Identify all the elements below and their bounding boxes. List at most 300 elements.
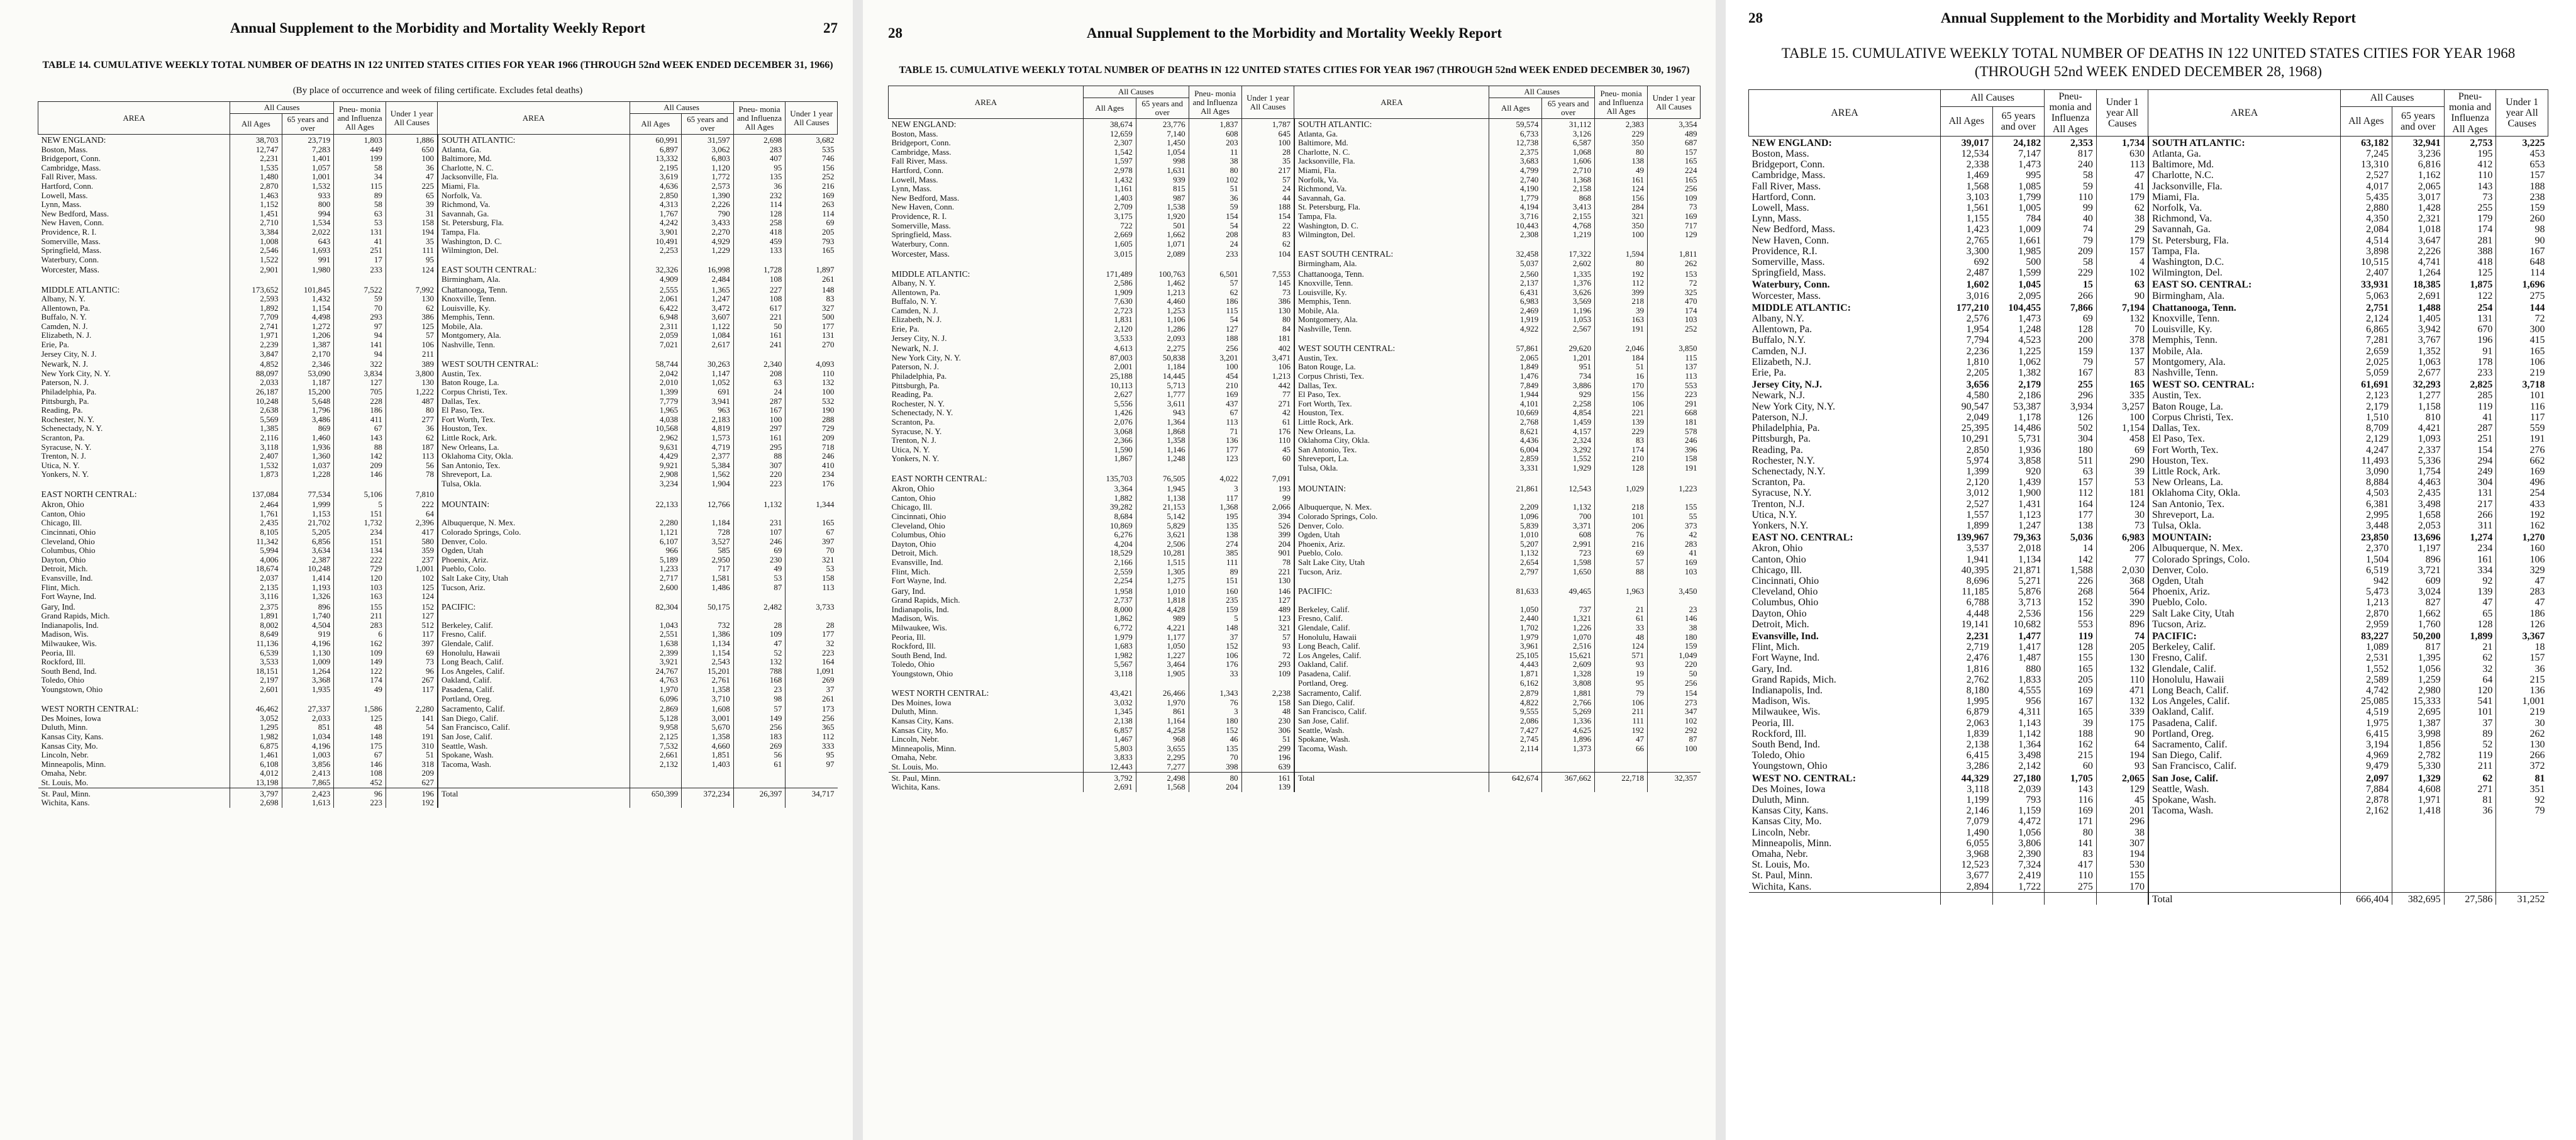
- pneumonia-influenza-value: 148: [1189, 623, 1241, 633]
- all-ages-value: 2,638: [230, 406, 282, 415]
- all-ages-value: 6,857: [1083, 726, 1136, 735]
- all-ages-value: 2,559: [1083, 567, 1136, 577]
- area-name: Dayton, Ohio: [891, 539, 936, 549]
- table-row: [1749, 367, 2548, 378]
- pneumonia-influenza-value: 100: [733, 415, 786, 425]
- under-1-year-value: 79: [2496, 805, 2548, 816]
- pneumonia-influenza-value: 53: [334, 218, 386, 228]
- area-name: Portland, Oreg.: [2148, 729, 2340, 739]
- all-ages-value: 9,631: [630, 443, 682, 452]
- table-row: [889, 744, 1701, 754]
- table-row: [1749, 554, 2548, 565]
- under-1-year-value: 123: [1241, 614, 1294, 623]
- table-row: [889, 130, 1701, 139]
- under-1-year-value: 110: [2096, 674, 2148, 685]
- region-pneumonia-influenza-value: 4,022: [1189, 473, 1241, 484]
- table-row: [38, 275, 838, 284]
- table-row: [1749, 192, 2548, 203]
- pneumonia-influenza-value: 541: [2444, 696, 2496, 707]
- table-row: [38, 546, 838, 556]
- total-pneumonia-influenza-value: 22,718: [1595, 772, 1648, 783]
- 65-and-over-value: 1,534: [282, 218, 334, 228]
- under-1-year-value: 433: [2496, 499, 2548, 510]
- all-ages-value: 1,590: [1083, 445, 1136, 455]
- all-ages-value: 3,833: [1083, 753, 1136, 763]
- all-ages-value: 966: [630, 546, 682, 556]
- all-ages-value: 2,138: [1941, 739, 1993, 750]
- pneumonia-influenza-value: 177: [2045, 510, 2097, 520]
- all-ages-value: 2,740: [1489, 176, 1542, 185]
- all-ages-value: 3,921: [630, 657, 682, 667]
- all-ages-value: 8,180: [1941, 685, 1993, 696]
- all-ages-value: [2340, 827, 2392, 838]
- 65-and-over-value: 3,527: [682, 537, 734, 547]
- area-name: St. Paul, Minn.: [1752, 870, 1813, 881]
- under-1-year-value: 165: [1648, 157, 1701, 166]
- pneumonia-influenza-value: 705: [334, 388, 386, 397]
- all-ages-value: 6,108: [230, 760, 282, 769]
- under-1-year-value: 291: [1648, 400, 1701, 409]
- 65-and-over-value: 3,433: [682, 218, 734, 228]
- under-1-year-value: 729: [786, 424, 838, 433]
- 65-and-over-value: 943: [1136, 408, 1189, 418]
- area-name: El Paso, Tex.: [1294, 390, 1489, 400]
- 65-and-over-value: 1,401: [282, 154, 334, 164]
- area-name: South Bend, Ind.: [1752, 739, 1820, 750]
- column-header-all-causes: All Causes: [1083, 86, 1189, 98]
- pneumonia-influenza-value: 146: [334, 470, 386, 479]
- pneumonia-influenza-value: 111: [1189, 558, 1241, 567]
- table-row: [38, 470, 838, 479]
- table-row: [889, 623, 1701, 633]
- all-ages-value: 6,381: [2340, 499, 2392, 510]
- table-row: [1749, 246, 2548, 257]
- table-row: [889, 279, 1701, 288]
- 65-and-over-value: 3,292: [1542, 445, 1595, 455]
- area-name: Jacksonville, Fla.: [1294, 157, 1489, 166]
- 65-and-over-value: 5,271: [1992, 576, 2045, 586]
- under-1-year-value: [786, 489, 838, 500]
- area-name: [38, 479, 230, 489]
- pneumonia-influenza-value: 294: [2444, 455, 2496, 466]
- under-1-year-value: 32: [786, 639, 838, 649]
- area-name: Boston, Mass.: [1752, 148, 1809, 160]
- all-ages-value: 4,922: [1489, 325, 1542, 334]
- all-ages-value: 1,849: [1489, 362, 1542, 372]
- all-ages-value: 3,533: [230, 657, 282, 667]
- 65-and-over-value: 1,010: [1136, 586, 1189, 596]
- area-name: Pueblo, Colo.: [1294, 549, 1489, 558]
- under-1-year-value: 192: [2496, 510, 2548, 520]
- all-ages-value: [1489, 576, 1542, 586]
- table-row: [38, 798, 838, 808]
- table-row: [1749, 148, 2548, 159]
- pneumonia-influenza-value: 83: [1595, 436, 1648, 445]
- under-1-year-value: [1241, 259, 1294, 269]
- area-name: [889, 679, 1084, 688]
- 65-and-over-value: 1,227: [1136, 651, 1189, 661]
- area-name: Louisville, Ky.: [438, 304, 630, 313]
- under-1-year-value: 109: [1241, 669, 1294, 679]
- all-ages-value: 1,522: [230, 255, 282, 265]
- area-name: Lynn, Mass.: [41, 200, 82, 210]
- pneumonia-influenza-value: 251: [2444, 433, 2496, 444]
- pneumonia-influenza-value: 141: [334, 340, 386, 350]
- 65-and-over-value: 3,621: [1136, 530, 1189, 540]
- under-1-year-value: 277: [386, 415, 438, 425]
- all-ages-value: 3,384: [230, 228, 282, 237]
- table-row: [38, 433, 838, 443]
- all-ages-value: 5,128: [630, 714, 682, 724]
- pneumonia-influenza-value: 1,588: [2045, 565, 2097, 576]
- pneumonia-influenza-value: 254: [2444, 301, 2496, 313]
- pneumonia-influenza-value: 251: [334, 246, 386, 255]
- 65-and-over-value: 3,626: [1542, 288, 1595, 298]
- region-name: WEST NO. CENTRAL:: [1752, 773, 1857, 784]
- area-name: Oakland, Calif.: [2148, 707, 2340, 717]
- pneumonia-influenza-value: 283: [733, 145, 786, 155]
- area-name: Sacramento, Calif.: [2148, 739, 2340, 750]
- pneumonia-influenza-value: 188: [1189, 334, 1241, 344]
- area-name: Pasadena, Calif.: [2148, 718, 2340, 729]
- all-ages-value: 4,799: [1489, 166, 1542, 176]
- area-name: Toledo, Ohio: [41, 676, 84, 685]
- all-ages-value: 2,236: [1941, 346, 1993, 357]
- pneumonia-influenza-value: 191: [1595, 325, 1648, 334]
- table-row: [38, 218, 838, 228]
- all-ages-value: 4,636: [630, 182, 682, 191]
- 65-and-over-value: 1,613: [282, 798, 334, 808]
- table-row: [38, 714, 838, 724]
- all-ages-value: 5,063: [2340, 291, 2392, 301]
- table-row: [889, 522, 1701, 531]
- 65-and-over-value: 1,329: [2392, 772, 2445, 784]
- area-name: Houston, Tex.: [1294, 408, 1489, 418]
- 65-and-over-value: 1,184: [1136, 362, 1189, 372]
- all-ages-value: 2,962: [630, 433, 682, 443]
- all-ages-value: 2,042: [630, 369, 682, 379]
- total-pneumonia-influenza-value: 26,397: [733, 788, 786, 798]
- pneumonia-influenza-value: 62: [1189, 288, 1241, 298]
- 65-and-over-value: 1,062: [1992, 357, 2045, 367]
- 65-and-over-value: 2,022: [282, 228, 334, 237]
- pneumonia-influenza-value: 40: [2045, 213, 2097, 224]
- all-ages-value: 2,669: [1083, 230, 1136, 240]
- area-name: Sacramento, Calif.: [438, 703, 630, 714]
- 65-and-over-value: 15,200: [282, 388, 334, 397]
- 65-and-over-value: 2,324: [1542, 436, 1595, 445]
- 65-and-over-value: [682, 769, 734, 778]
- 65-and-over-value: 861: [1136, 707, 1189, 717]
- 65-and-over-value: 3,001: [682, 714, 734, 724]
- 65-and-over-value: 1,158: [2392, 401, 2445, 412]
- area-name: Spokane, Wash.: [1294, 735, 1489, 744]
- pneumonia-influenza-value: 96: [334, 788, 386, 798]
- 65-and-over-value: 2,179: [1992, 378, 2045, 390]
- pneumonia-influenza-value: 154: [2444, 445, 2496, 455]
- all-ages-value: 2,560: [1489, 269, 1542, 279]
- pneumonia-influenza-value: 80: [1595, 259, 1648, 269]
- pneumonia-influenza-value: 234: [2444, 543, 2496, 554]
- under-1-year-value: 41: [1648, 549, 1701, 558]
- all-ages-value: 11,185: [1941, 586, 1993, 597]
- all-ages-value: 11,136: [230, 639, 282, 649]
- under-1-year-value: 126: [2496, 619, 2548, 630]
- region-all-ages-value: 60,991: [630, 135, 682, 145]
- area-name: Berkeley, Calif.: [438, 621, 630, 630]
- area-name: Allentown, Pa.: [891, 288, 941, 297]
- under-1-year-value: 223: [1648, 390, 1701, 400]
- under-1-year-value: 283: [1648, 540, 1701, 549]
- area-name: Schenectady, N. Y.: [41, 424, 103, 433]
- all-ages-value: 1,295: [230, 723, 282, 732]
- area-name: Philadelphia, Pa.: [41, 388, 97, 397]
- region-65-and-over-value: 18,385: [2392, 278, 2445, 290]
- pneumonia-influenza-value: 176: [1189, 660, 1241, 669]
- area-name: Tacoma, Wash.: [2148, 805, 2340, 816]
- under-1-year-value: 110: [786, 369, 838, 379]
- page-28-1967: [863, 0, 1716, 1140]
- region-65-and-over-value: 100,763: [1136, 269, 1189, 279]
- region-row: [1749, 378, 2548, 390]
- all-ages-value: 2,576: [1941, 313, 1993, 324]
- pneumonia-influenza-value: [334, 479, 386, 489]
- pneumonia-influenza-value: 125: [2444, 267, 2496, 278]
- 65-and-over-value: 2,346: [282, 359, 334, 369]
- pneumonia-influenza-value: 92: [2444, 576, 2496, 586]
- area-name: Madison, Wis.: [1752, 696, 1811, 707]
- under-1-year-value: 2,396: [386, 518, 438, 528]
- under-1-year-value: 442: [1241, 381, 1294, 391]
- all-ages-value: 2,231: [1941, 630, 1993, 642]
- under-1-year-value: 256: [1648, 184, 1701, 194]
- pneumonia-influenza-value: 32: [2444, 664, 2496, 674]
- table-row: [38, 322, 838, 332]
- total-label: Total: [1294, 772, 1489, 783]
- pneumonia-influenza-value: 208: [733, 369, 786, 379]
- area-name: Shreveport, La.: [438, 470, 630, 479]
- under-1-year-value: 169: [1648, 212, 1701, 221]
- area-name: Ogden, Utah: [1294, 530, 1489, 540]
- 65-and-over-value: 998: [1136, 157, 1189, 166]
- 65-and-over-value: 2,677: [2392, 367, 2445, 378]
- pneumonia-influenza-value: 67: [1189, 408, 1241, 418]
- all-ages-value: 4,909: [630, 275, 682, 284]
- under-1-year-value: 219: [2496, 367, 2548, 378]
- region-all-ages-value: 39,017: [1941, 136, 1993, 148]
- 65-and-over-value: 4,719: [682, 443, 734, 452]
- region-65-and-over-value: 16,998: [682, 264, 734, 275]
- pneumonia-influenza-value: 58: [334, 200, 386, 210]
- region-all-ages-value: 83,227: [2340, 630, 2392, 642]
- all-ages-value: 2,600: [630, 583, 682, 593]
- 65-and-over-value: 1,050: [1136, 642, 1189, 651]
- column-header-area: AREA: [38, 102, 230, 135]
- 65-and-over-value: 2,093: [1136, 334, 1189, 344]
- table-row: [889, 325, 1701, 334]
- under-1-year-value: 267: [386, 676, 438, 685]
- all-ages-value: 6,879: [1941, 707, 1993, 717]
- under-1-year-value: 378: [2096, 335, 2148, 345]
- pneumonia-influenza-value: 57: [1595, 558, 1648, 567]
- pneumonia-influenza-value: 115: [334, 182, 386, 191]
- all-ages-value: 4,822: [1489, 698, 1542, 708]
- pneumonia-influenza-value: 169: [1189, 390, 1241, 400]
- under-1-year-value: 300: [2496, 324, 2548, 335]
- 65-and-over-value: [1542, 763, 1595, 772]
- under-1-year-value: 39: [386, 200, 438, 210]
- pneumonia-influenza-value: [733, 489, 786, 500]
- 65-and-over-value: 3,464: [1136, 660, 1189, 669]
- area-name: Cleveland, Ohio: [891, 521, 945, 530]
- all-ages-value: 2,116: [230, 433, 282, 443]
- all-ages-value: 1,995: [1941, 696, 1993, 707]
- under-1-year-value: 177: [786, 630, 838, 639]
- under-1-year-value: 325: [1648, 288, 1701, 298]
- table-row: [38, 237, 838, 247]
- all-ages-value: [2340, 870, 2392, 881]
- pneumonia-influenza-value: 233: [2444, 367, 2496, 378]
- area-name: [438, 612, 630, 621]
- area-name: Portland, Oreg.: [1294, 679, 1489, 688]
- pneumonia-influenza-value: 106: [1595, 698, 1648, 708]
- under-1-year-value: 74: [2096, 630, 2148, 642]
- table-row: [889, 512, 1701, 522]
- 65-and-over-value: 2,142: [1992, 761, 2045, 771]
- under-1-year-value: 238: [2496, 192, 2548, 203]
- area-name: Little Rock, Ark.: [1294, 418, 1489, 427]
- area-name: Kansas City, Mo.: [1752, 816, 1822, 827]
- pneumonia-influenza-value: 59: [2045, 181, 2097, 192]
- area-name: Trenton, N. J.: [891, 436, 936, 445]
- 65-and-over-value: [282, 275, 334, 284]
- pneumonia-influenza-value: 452: [334, 778, 386, 788]
- 65-and-over-value: [1136, 464, 1189, 473]
- 65-and-over-value: 1,213: [1136, 288, 1189, 298]
- under-1-year-value: 67: [786, 528, 838, 537]
- 65-and-over-value: 1,818: [1136, 596, 1189, 605]
- area-name: Pueblo, Colo.: [438, 564, 630, 574]
- area-name: Flint, Mich.: [891, 567, 931, 576]
- 65-and-over-value: 1,985: [1992, 246, 2045, 257]
- under-1-year-value: 90: [2496, 235, 2548, 246]
- table-row: [889, 605, 1701, 615]
- 65-and-over-value: 1,275: [1136, 576, 1189, 586]
- all-ages-value: 13,198: [230, 778, 282, 788]
- area-name: [2148, 859, 2340, 870]
- 65-and-over-value: 1,851: [682, 751, 734, 760]
- region-under-1-year-value: 3,450: [1648, 586, 1701, 596]
- under-1-year-value: 194: [2096, 849, 2148, 859]
- table-row: [38, 331, 838, 340]
- all-ages-value: 2,870: [2340, 608, 2392, 619]
- under-1-year-value: 57: [2096, 357, 2148, 367]
- area-name: Worcester, Mass.: [41, 265, 99, 275]
- area-name: Lowell, Mass.: [1752, 203, 1809, 214]
- pneumonia-influenza-value: 106: [1189, 651, 1241, 661]
- table-row: [889, 464, 1701, 473]
- pneumonia-influenza-value: 21: [1595, 605, 1648, 615]
- pneumonia-influenza-value: 6: [334, 630, 386, 639]
- area-name: Tucson, Ariz.: [2148, 619, 2340, 630]
- 65-and-over-value: 2,337: [2392, 445, 2445, 455]
- under-1-year-value: 390: [2096, 597, 2148, 608]
- region-row: [1749, 301, 2548, 313]
- all-ages-value: [1083, 464, 1136, 473]
- under-1-year-value: 125: [386, 583, 438, 593]
- 65-and-over-value: 1,935: [282, 685, 334, 695]
- under-1-year-value: 219: [2496, 707, 2548, 717]
- area-name: Lincoln, Nebr.: [1752, 827, 1811, 838]
- pneumonia-influenza-value: 183: [733, 732, 786, 742]
- 65-and-over-value: 6,587: [1542, 138, 1595, 148]
- area-name: Miami, Fla.: [438, 182, 630, 191]
- pneumonia-influenza-value: 24: [733, 388, 786, 397]
- pneumonia-influenza-value: 11: [1189, 148, 1241, 157]
- region-all-ages-value: 32,326: [630, 264, 682, 275]
- 65-and-over-value: 6,856: [282, 537, 334, 547]
- all-ages-value: 2,870: [230, 182, 282, 191]
- table-row: [1749, 181, 2548, 192]
- area-name: Chicago, Ill.: [41, 518, 82, 528]
- all-ages-value: 1,873: [230, 470, 282, 479]
- under-1-year-value: 72: [1648, 279, 1701, 288]
- pneumonia-influenza-value: 608: [1189, 130, 1241, 139]
- table-row: [38, 518, 838, 528]
- pneumonia-influenza-value: 215: [2045, 750, 2097, 761]
- all-ages-value: 7,794: [1941, 335, 1993, 345]
- under-1-year-value: 261: [786, 275, 838, 284]
- pneumonia-influenza-value: 209: [2045, 246, 2097, 257]
- pneumonia-influenza-value: 398: [1189, 763, 1241, 772]
- under-1-year-value: 23: [1648, 605, 1701, 615]
- area-name: Pasadena, Calif.: [1294, 669, 1489, 679]
- all-ages-value: 2,407: [2340, 267, 2392, 278]
- 65-and-over-value: 1,368: [1542, 176, 1595, 185]
- area-name: [2148, 870, 2340, 881]
- 65-and-over-value: 4,819: [682, 424, 734, 433]
- area-name: New York City, N. Y.: [41, 369, 111, 378]
- pneumonia-influenza-value: 63: [2045, 466, 2097, 477]
- area-name: Des Moines, Iowa: [891, 698, 952, 707]
- region-under-1-year-value: 1,734: [2096, 136, 2148, 148]
- table-row: [38, 340, 838, 350]
- 65-and-over-value: 2,991: [1542, 540, 1595, 549]
- area-name: Memphis, Tenn.: [438, 313, 630, 322]
- 65-and-over-value: 4,428: [1136, 605, 1189, 615]
- under-1-year-value: 496: [2496, 477, 2548, 488]
- area-name: Oklahoma City, Okla.: [1294, 436, 1489, 445]
- table-row: [1749, 827, 2548, 838]
- 65-and-over-value: 1,253: [1136, 306, 1189, 316]
- 65-and-over-value: 1,881: [1542, 688, 1595, 698]
- table-row: [1749, 859, 2548, 870]
- area-name: Spokane, Wash.: [438, 751, 630, 760]
- area-name: Salt Lake City, Utah: [1294, 558, 1489, 567]
- region-pneumonia-influenza-value: 2,046: [1595, 343, 1648, 354]
- area-name: Louisville, Ky.: [2148, 324, 2340, 335]
- area-name: Gary, Ind.: [1752, 663, 1792, 674]
- region-name: WEST NORTH CENTRAL:: [891, 688, 989, 698]
- area-name: Philadelphia, Pa.: [891, 372, 947, 381]
- 65-and-over-value: 2,270: [682, 228, 734, 237]
- under-1-year-value: 193: [1241, 483, 1294, 494]
- area-name: Shreveport, La.: [2148, 510, 2340, 520]
- pneumonia-influenza-value: [733, 778, 786, 788]
- area-name: New Orleans, La.: [1294, 427, 1489, 437]
- area-name: Mobile, Ala.: [438, 322, 630, 332]
- all-ages-value: 1,871: [1489, 669, 1542, 679]
